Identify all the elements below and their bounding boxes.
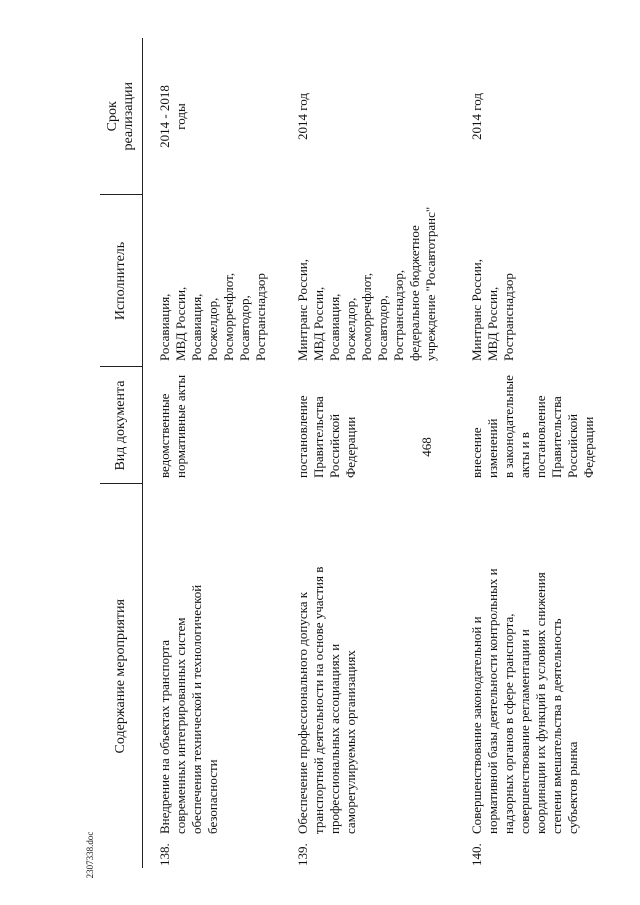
row-number: 140. [469, 843, 484, 866]
measures-table [100, 38, 621, 868]
row-content: Совершенствование законодательной и нормативной базы деятельности контрольных и надзорных органов в сфере транспорта, совершенствование регламентации и координации их функций в условиях снижения степени вмешательства в деятельность субъектов рынка [469, 568, 580, 834]
row-term: 2014 год [295, 93, 310, 140]
row-content: Внедрение на объектах транспорта современных интегрированных систем обеспечения технической и технологической безопасности [157, 584, 220, 834]
table-row [281, 38, 455, 868]
table-row [143, 38, 282, 868]
row-number: 138. [157, 843, 172, 866]
header-content: Содержание мероприятия [100, 484, 143, 868]
header-executor: Исполнитель [100, 195, 143, 367]
row-executor: Минтранс России, МВД России, Ространснадзор [469, 259, 516, 361]
row-doc-type: ведомственные нормативные акты [157, 374, 188, 478]
row-doc-type: постановление Правительства Российской Федерации [295, 395, 358, 478]
page-number: 468 [419, 437, 434, 457]
row-executor: Минтранс России, МВД России, Росавиация, Росжелдор, Росморречфлот, Росавтодор, Ространснадзор, федеральное бюджетное учреждение "Росавтотранс" [295, 206, 438, 361]
table-row [455, 38, 621, 868]
rotated-table-frame [100, 38, 610, 868]
table-header [100, 38, 143, 868]
row-number: 139. [295, 843, 310, 866]
header-doc-type: Вид документа [100, 367, 143, 484]
row-doc-type: внесение изменений в законодательные акты и в постановление Правительства Российской Федерации [469, 375, 596, 478]
document-id: 2307338.doc [85, 831, 95, 879]
header-term: Срок реализации [100, 38, 143, 195]
row-term: 2014 год [469, 93, 484, 140]
row-content: Обеспечение профессионального допуска к транспортной деятельности на основе участия в профессиональных ассоциациях и саморегулируемых организациях [295, 566, 358, 834]
row-term: 2014 - 2018 годы [157, 85, 188, 148]
row-executor: Росавиация, МВД России, Росавиация, Росжелдор, Росморречфлот, Росавтодор, Ространснадзор [157, 272, 268, 361]
